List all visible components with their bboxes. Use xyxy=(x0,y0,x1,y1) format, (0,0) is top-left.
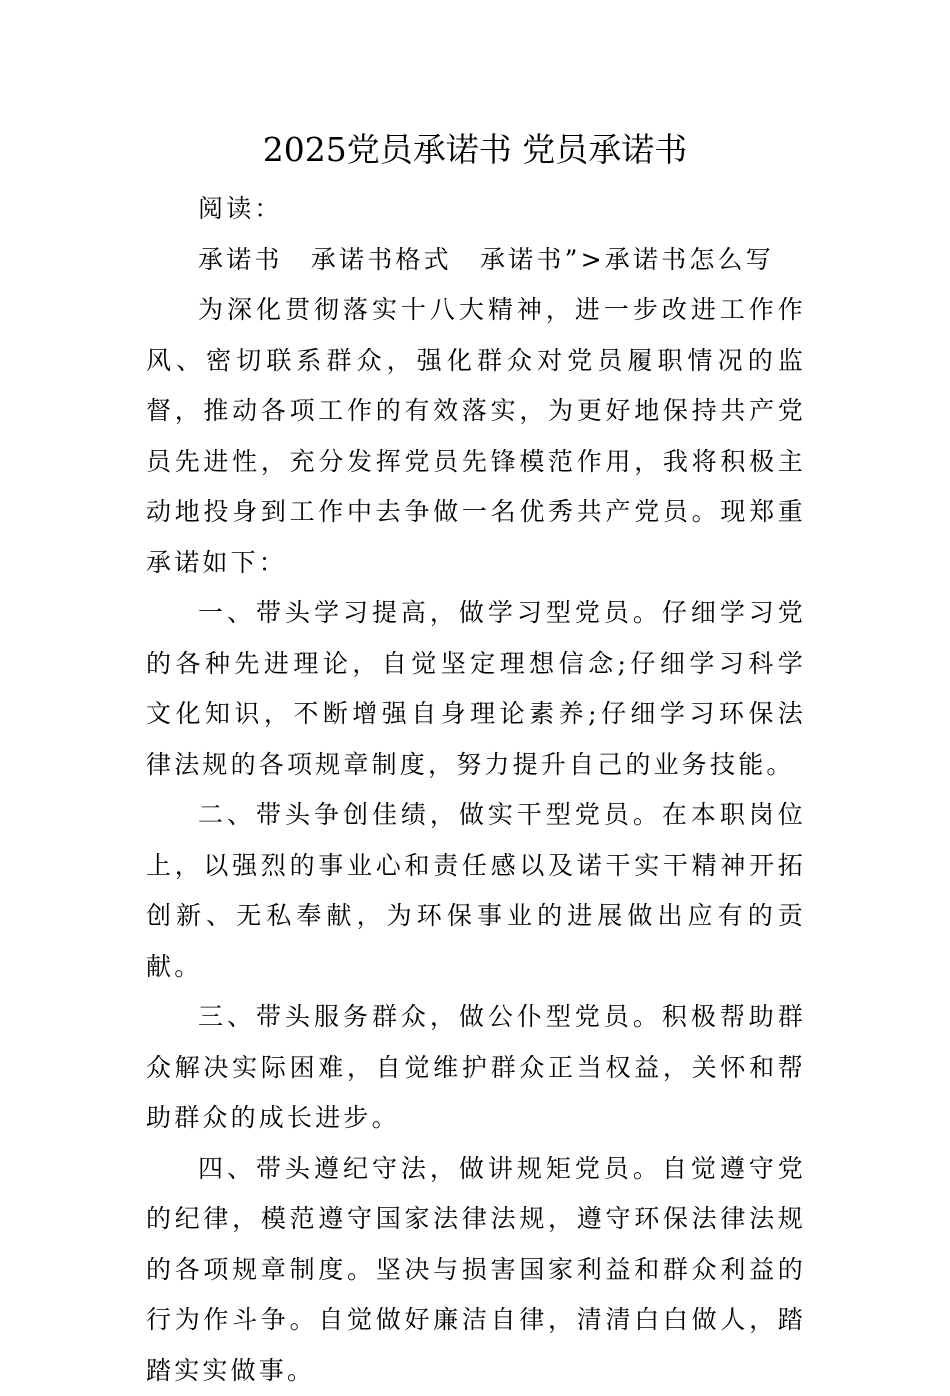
read-label: 阅读： xyxy=(146,184,806,235)
paragraph-intro: 为深化贯彻落实十八大精神，进一步改进工作作风、密切联系群众，强化群众对党员履职情况的监督，推动各项工作的有效落实，为更好地保持共产党员先进性，充分发挥党员先锋模范作用，我将积极主动地投身到工作中去争做一名优秀共产党员。现郑重承诺如下： xyxy=(146,285,806,588)
paragraph-pledge-1: 一、带头学习提高，做学习型党员。仔细学习党的各种先进理论，自觉坚定理想信念;仔细学习科学文化知识，不断增强自身理论素养;仔细学习环保法律法规的各项规章制度，努力提升自己的业务技能。 xyxy=(146,588,806,790)
paragraph-pledge-4: 四、带头遵纪守法，做讲规矩党员。自觉遵守党的纪律，模范遵守国家法律法规，遵守环保法律法规的各项规章制度。坚决与损害国家利益和群众利益的行为作斗争。自觉做好廉洁自律，清清白白做人，踏踏实实做事。 xyxy=(146,1144,806,1396)
paragraph-pledge-3: 三、带头服务群众，做公仆型党员。积极帮助群众解决实际困难，自觉维护群众正当权益，关怀和帮助群众的成长进步。 xyxy=(146,992,806,1144)
document-body xyxy=(146,150,806,1396)
paragraph-pledge-2: 二、带头争创佳绩，做实干型党员。在本职岗位上，以强烈的事业心和责任感以及诺干实干精神开拓创新、无私奉献，为环保事业的进展做出应有的贡献。 xyxy=(146,790,806,992)
related-links: 承诺书 承诺书格式 承诺书”>承诺书怎么写 xyxy=(146,235,806,286)
document-title: 2025党员承诺书 党员承诺书 xyxy=(0,126,950,174)
